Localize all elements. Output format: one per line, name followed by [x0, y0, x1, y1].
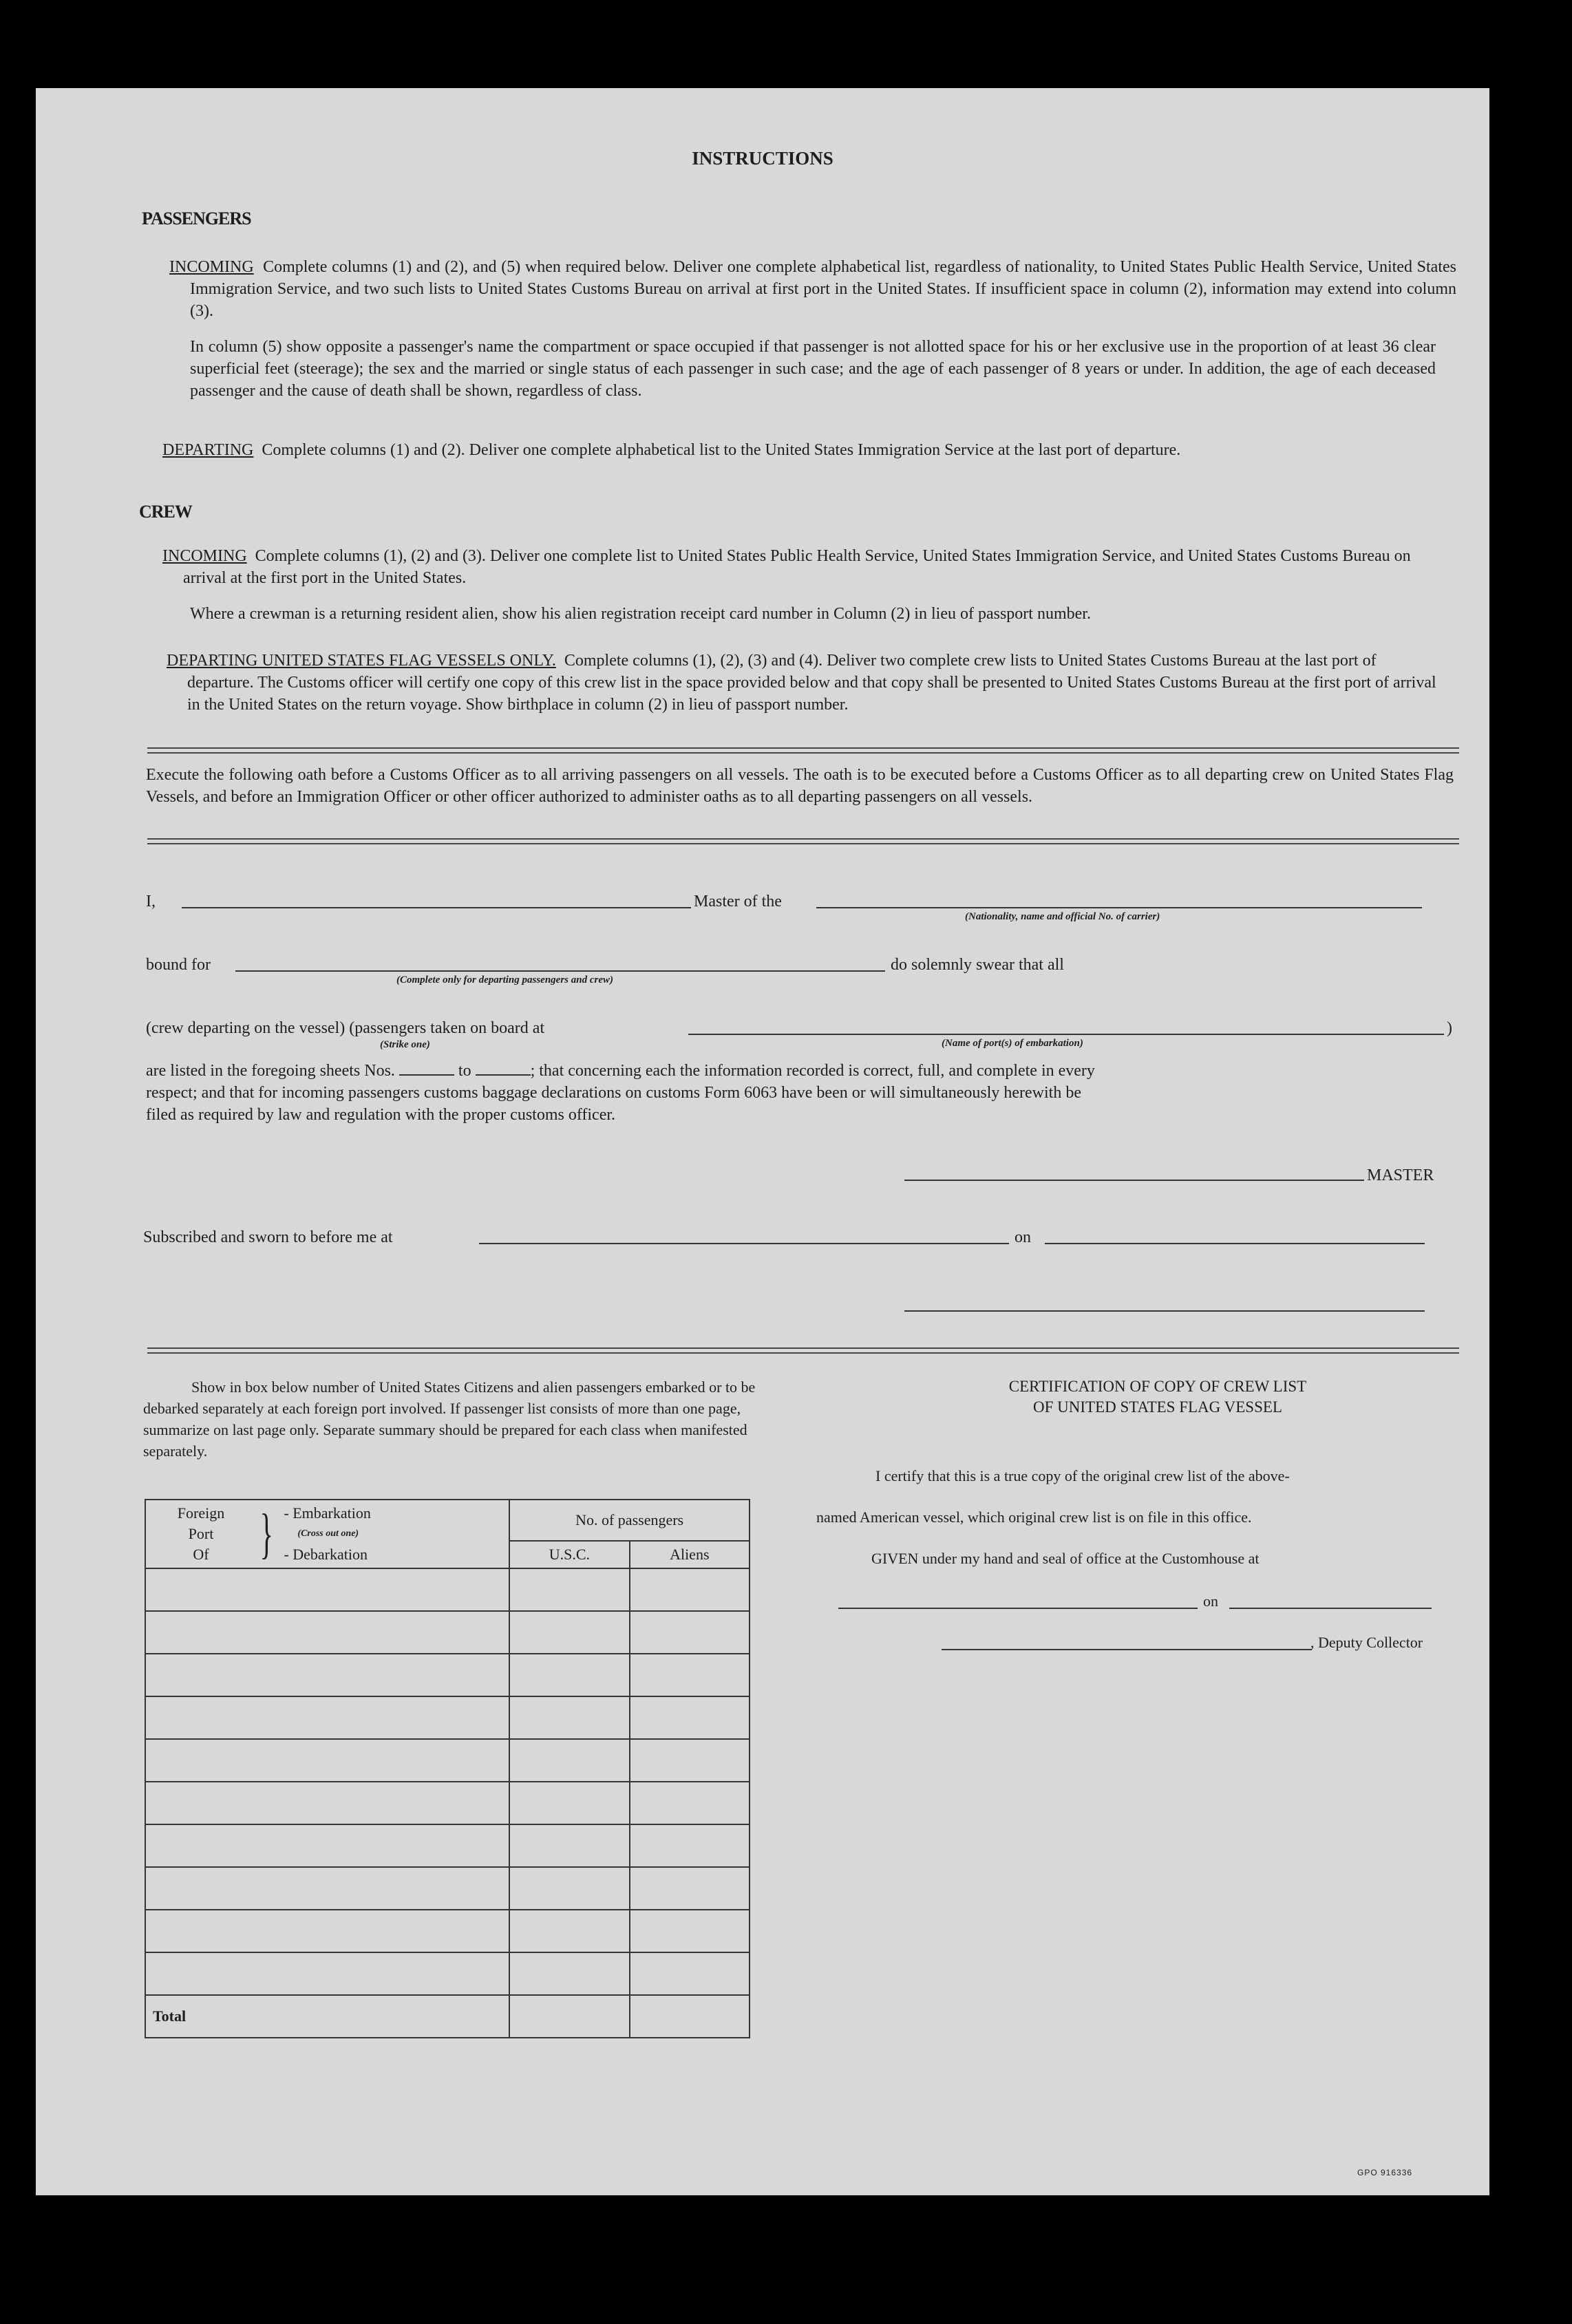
- summary-row: [145, 1782, 750, 1824]
- certification-title: [834, 1376, 1481, 1418]
- summary-port-cell[interactable]: [145, 1952, 509, 1995]
- passengers-incoming-text: Complete columns (1) and (2), and (5) when required below. Deliver one complete alphabetical list, regardless of nationality, to United States Public Health Service, United States Immigration Service, and two such lists to United States Customs Bureau on arrival at first port in the United States. If insufficient space in column (2), information may extend into column (3).: [190, 258, 1456, 320]
- certification-date-field[interactable]: [1229, 1608, 1432, 1609]
- passengers-incoming-label: INCOMING: [169, 258, 254, 276]
- crew-incoming-text: Complete columns (1), (2) and (3). Deliver one complete list to United States Public Health Service, United States Immigration Service, and United States Customs Bureau on arrival at the first port in the United States.: [183, 547, 1411, 587]
- summary-usc-cell[interactable]: [509, 1696, 629, 1739]
- summary-row: [145, 1952, 750, 1995]
- passengers-departing-text: Complete columns (1) and (2). Deliver one complete alphabetical list to the United States Immigration Service at the last port of departure.: [262, 441, 1181, 459]
- debarkation-label: - Debarkation: [284, 1546, 368, 1563]
- summary-intro: Show in box below number of United States Citizens and alien passengers embarked or to be debarked separately at each foreign port involved. If passenger list consists of more than one page, summarize on last page only. Separate summary should be prepared for each class when manifested separately.: [143, 1378, 756, 1460]
- sheets-line: [146, 1060, 1095, 1082]
- total-label: Total: [145, 1995, 509, 2038]
- oath-i-label: I,: [146, 893, 156, 910]
- summary-aliens-cell[interactable]: [630, 1654, 750, 1696]
- port-word-1: Foreign: [177, 1504, 225, 1522]
- certification-on-label: on: [1203, 1592, 1218, 1610]
- subscribed-label: Subscribed and sworn to before me at: [143, 1228, 393, 1246]
- embarkation-label: - Embarkation: [284, 1504, 371, 1522]
- passengers-column5-paragraph: In column (5) show opposite a passenger's name the compartment or space occupied if that passenger is not allotted space for his or her exclusive use in the proportion of at least 36 clear superficial feet (steerage); the sex and the married or single status of each passenger in such case; and the age of each passenger of 8 years or under. In addition, the age of each deceased passenger and the cause of death shall be shown, regardless of class.: [190, 338, 1436, 400]
- sheets-to-field[interactable]: [476, 1060, 531, 1076]
- passengers-departing-label: DEPARTING: [162, 441, 254, 459]
- swear-label: do solemnly swear that all: [891, 956, 1064, 974]
- summary-row: [145, 1568, 750, 1611]
- brace-icon: }: [259, 1504, 273, 1564]
- summary-usc-cell[interactable]: [509, 1568, 629, 1611]
- deputy-signature-field[interactable]: [942, 1649, 1312, 1650]
- footer-code: GPO 916336: [1357, 2168, 1413, 2177]
- summary-usc-cell[interactable]: [509, 1910, 629, 1952]
- summary-aliens-cell[interactable]: [630, 1611, 750, 1654]
- close-paren: ): [1447, 1019, 1452, 1037]
- crew-incoming-label: INCOMING: [162, 547, 247, 565]
- summary-aliens-cell[interactable]: [630, 1696, 750, 1739]
- summary-row: [145, 1824, 750, 1867]
- crew-heading: CREW: [139, 502, 192, 522]
- certification-line-2: named American vessel, which original crew list is on file in this office.: [816, 1509, 1252, 1526]
- total-aliens-cell[interactable]: [630, 1995, 750, 2038]
- sheets-rest-2: respect; and that for incoming passengers customs baggage declarations on customs Form 6063 have been or will simultaneously herewith be: [146, 1084, 1081, 1102]
- passengers-heading: PASSENGERS: [142, 209, 251, 228]
- usc-header: U.S.C.: [509, 1541, 629, 1568]
- form-sheet: [36, 88, 1489, 2195]
- port-word-2: Port: [188, 1525, 214, 1542]
- bound-for-field[interactable]: [235, 970, 885, 972]
- passengers-incoming-paragraph: [169, 256, 1456, 322]
- divider-double-1: [147, 747, 1459, 754]
- summary-usc-cell[interactable]: [509, 1952, 629, 1995]
- summary-aliens-cell[interactable]: [630, 1739, 750, 1782]
- summary-row: [145, 1654, 750, 1696]
- summary-row: [145, 1867, 750, 1910]
- passenger-summary-table: [145, 1499, 750, 2038]
- summary-usc-cell[interactable]: [509, 1611, 629, 1654]
- summary-port-cell[interactable]: [145, 1824, 509, 1867]
- sheets-rest-3: filed as required by law and regulation with the proper customs officer.: [146, 1106, 616, 1124]
- officer-signature-field[interactable]: [904, 1310, 1425, 1312]
- summary-usc-cell[interactable]: [509, 1824, 629, 1867]
- summary-row: [145, 1910, 750, 1952]
- cross-out-note: (Cross out one): [297, 1528, 359, 1539]
- strike-note: (Strike one): [380, 1039, 430, 1050]
- summary-total-row: [145, 1995, 750, 2038]
- summary-usc-cell[interactable]: [509, 1739, 629, 1782]
- certification-line-3: GIVEN under my hand and seal of office at the Customhouse at: [871, 1550, 1260, 1567]
- no-of-passengers-header: No. of passengers: [509, 1500, 750, 1541]
- sheets-from-field[interactable]: [399, 1060, 454, 1076]
- aliens-header: Aliens: [630, 1541, 750, 1568]
- crew-passengers-label: (crew departing on the vessel) (passengers taken on board at: [146, 1019, 545, 1037]
- port-header-cell: [145, 1500, 509, 1568]
- summary-port-cell[interactable]: [145, 1910, 509, 1952]
- bound-note: (Complete only for departing passengers and crew): [396, 974, 613, 985]
- summary-aliens-cell[interactable]: [630, 1568, 750, 1611]
- crew-departing-paragraph: [167, 650, 1440, 716]
- port-word-3: Of: [193, 1546, 209, 1563]
- summary-port-cell[interactable]: [145, 1867, 509, 1910]
- master-name-field[interactable]: [182, 907, 691, 908]
- sworn-on-label: on: [1015, 1228, 1031, 1246]
- crew-resident-paragraph: Where a crewman is a returning resident alien, show his alien registration receipt card number in Column (2) in lieu of passport number.: [190, 605, 1091, 623]
- certification-title-1: CERTIFICATION OF COPY OF CREW LIST: [1008, 1378, 1307, 1395]
- crew-departing-label: DEPARTING UNITED STATES FLAG VESSELS ONLY.: [167, 652, 556, 670]
- summary-port-cell[interactable]: [145, 1696, 509, 1739]
- certification-line-1: I certify that this is a true copy of the original crew list of the above-: [875, 1467, 1290, 1484]
- carrier-field[interactable]: [816, 907, 1422, 908]
- to-label: to: [458, 1062, 471, 1080]
- carrier-note: (Nationality, name and official No. of carrier): [965, 911, 1160, 922]
- customhouse-field[interactable]: [838, 1608, 1198, 1609]
- summary-aliens-cell[interactable]: [630, 1782, 750, 1824]
- summary-row: [145, 1611, 750, 1654]
- certification-title-2: OF UNITED STATES FLAG VESSEL: [1033, 1398, 1282, 1416]
- sworn-date-field[interactable]: [1045, 1243, 1425, 1244]
- master-signature-field[interactable]: [904, 1180, 1364, 1181]
- bound-for-label: bound for: [146, 956, 211, 974]
- embarkation-note: (Name of port(s) of embarkation): [942, 1038, 1083, 1049]
- crew-incoming-paragraph: [162, 545, 1443, 589]
- summary-port-cell[interactable]: [145, 1654, 509, 1696]
- summary-port-cell[interactable]: [145, 1611, 509, 1654]
- total-usc-cell[interactable]: [509, 1995, 629, 2038]
- summary-row: [145, 1739, 750, 1782]
- divider-double-2: [147, 838, 1459, 844]
- summary-port-cell[interactable]: [145, 1568, 509, 1611]
- summary-usc-cell[interactable]: [509, 1867, 629, 1910]
- summary-usc-cell[interactable]: [509, 1782, 629, 1824]
- deputy-collector-label: , Deputy Collector: [1310, 1634, 1423, 1651]
- summary-aliens-cell[interactable]: [630, 1824, 750, 1867]
- sheets-label: are listed in the foregoing sheets Nos.: [146, 1062, 395, 1080]
- embarkation-port-field[interactable]: [688, 1034, 1444, 1035]
- summary-aliens-cell[interactable]: [630, 1910, 750, 1952]
- sworn-location-field[interactable]: [479, 1243, 1009, 1244]
- summary-usc-cell[interactable]: [509, 1654, 629, 1696]
- summary-port-cell[interactable]: [145, 1739, 509, 1782]
- crew-departing-text: Complete columns (1), (2), (3) and (4). Deliver two complete crew lists to United States Customs Bureau at the last port of departure. The Customs officer will certify one copy of this crew list in the space provided below and that copy shall be presented to United States Customs Bureau at the first port of arrival in the United States on the return voyage. Show birthplace in column (2) in lieu of passport number.: [187, 652, 1436, 714]
- sheets-rest-1: ; that concerning each the information recorded is correct, full, and complete in every: [530, 1062, 1095, 1080]
- master-of-label: Master of the: [694, 893, 782, 910]
- summary-row: [145, 1696, 750, 1739]
- summary-aliens-cell[interactable]: [630, 1867, 750, 1910]
- summary-aliens-cell[interactable]: [630, 1952, 750, 1995]
- oath-instruction-paragraph: Execute the following oath before a Customs Officer as to all arriving passengers on all vessels. The oath is to be executed before a Customs Officer as to all departing crew on United States Flag Vessels, and before an Immigration Officer or other officer authorized to administer oaths as to all departing passengers on all vessels.: [146, 766, 1454, 806]
- divider-double-3: [147, 1347, 1459, 1354]
- summary-port-cell[interactable]: [145, 1782, 509, 1824]
- master-label: MASTER: [1367, 1166, 1434, 1184]
- page-title: INSTRUCTIONS: [692, 148, 833, 169]
- passengers-departing-paragraph: [162, 439, 1456, 461]
